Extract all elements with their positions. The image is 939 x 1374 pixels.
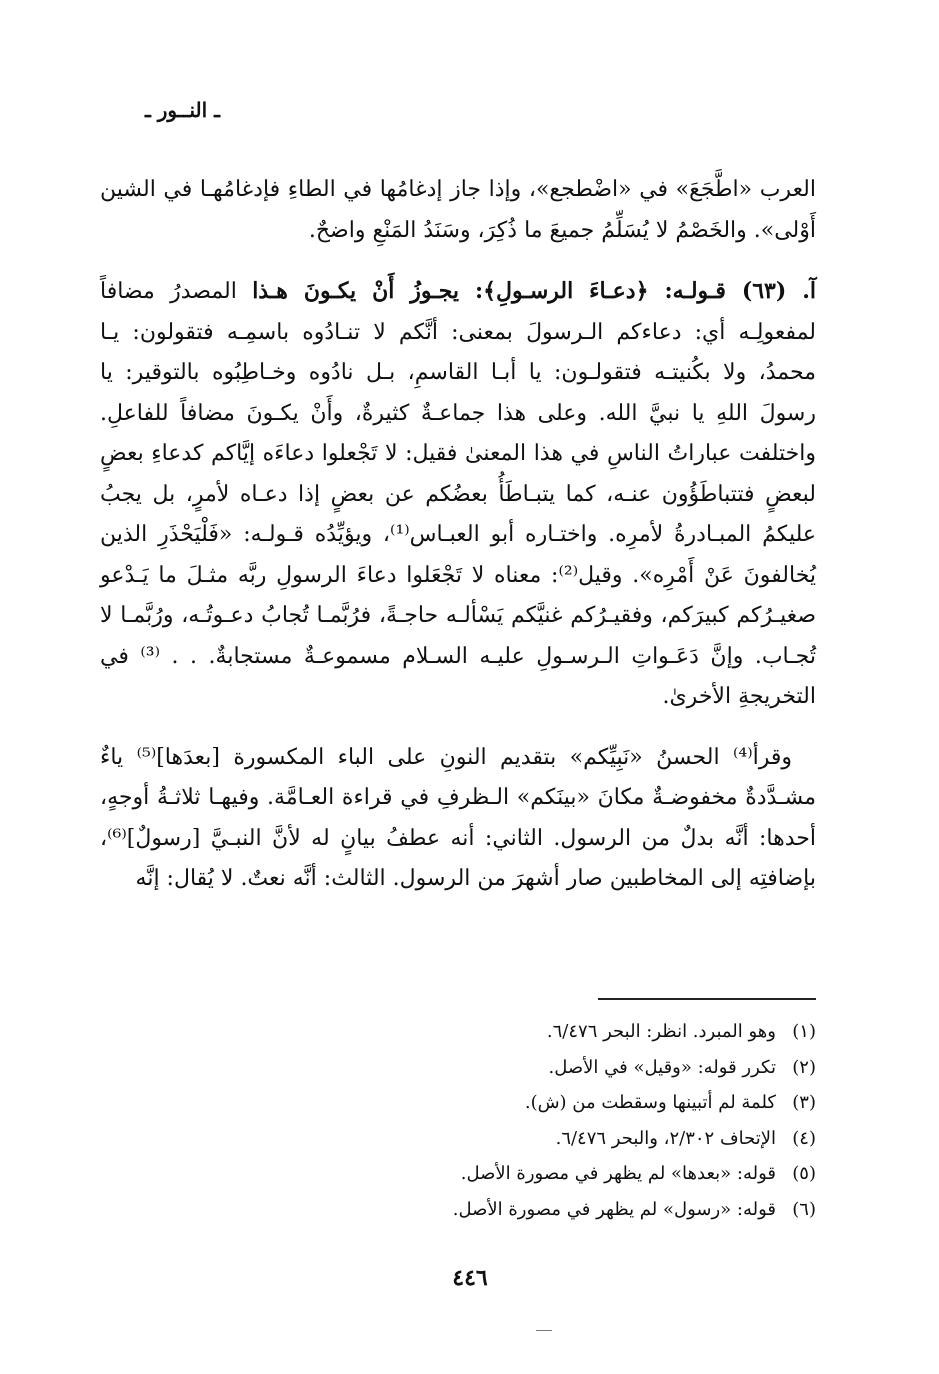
footnote-text: الإتحاف ٢/٣٠٢، والبحر ٦/٤٧٦. <box>555 1127 776 1149</box>
footnote-3 <box>396 1085 816 1121</box>
footnotes-list <box>396 1014 816 1227</box>
footnote-4 <box>396 1121 816 1157</box>
footnote-text: كلمة لم أتبينها وسقطت من (ش). <box>524 1092 776 1113</box>
paragraph-2-body: المصدرُ مضافاً لمفعولِـه أي: دعاءكم الـرسولَ بمعنى: أنَّكم لا تنـادُوه باسمِـه فتقولون: يـا محمدُ، ولا بكُنيتـه فتقولـون: يا أبـا القاسمِ، بـل نادُوه وخـاطِبُوه بالتوقير: يا رسولَ اللهِ يا نبيَّ الله. وعلى هذا جماعـةٌ كثيرةٌ، وأَنْ يكـونَ مضافاً للفاعلِ. واختلفت عباراتُ الناسِ في هذا المعنىٰ فقيل: لا تَجْعلوا دعاءَه إيَّاكم كدعاءِ بعضٍ لبعضٍ فتتباطَؤُون عنـه، كما يتبـاطَأُ بعضُكم عن بعضٍ إذا دعـاه لأمرٍ، بل يجبُ عليكمُ المبـادرةُ لأمرِه. واختـاره أبو العبـاس⁽¹⁾، ويؤيِّدُه قـولـه: «فَلْيَحْذَرِ الذين يُخالفونَ عَنْ أَمْرِه». وقيل⁽²⁾: معناه لا تَجْعَلوا دعاءَ الرسولِ ربَّه مثـلَ ما يَـدْعو صغيـرُكم كبيرَكم، وفقيـرُكم غنيَّكم يَسْألـه حاجـةً، فرُبَّمـا تُجابُ دعـوتُـه، ورُبَّمـا لا تُجـاب. وإنَّ دَعَـواتِ الـرسـولِ عليـه السـلام مسموعـةٌ مستجابةٌ. . . ⁽³⁾ في التخريجةِ الأخرىٰ. <box>100 279 817 709</box>
footnote-1 <box>396 1014 816 1050</box>
main-text <box>100 170 816 900</box>
footnote-text: وهو المبرد. انظر: البحر ٦/٤٧٦. <box>546 1021 776 1042</box>
paragraph-3: وقرأ⁽⁴⁾ الحسنُ «نَبِيِّكم» بتقديم النونِ على الباء المكسورة [بعدَها]⁽⁵⁾ ياءٌ مشـدَّدةٌ مخفوضـةٌ مكانَ «بينَكم» الـظرفِ في قراءة العـامَّة. وفيهـا ثلاثـةُ أوجهٍ، أحدها: أنَّه بدلٌ من الرسول. الثاني: أنه عطفُ بيانٍ له لأنَّ النبـيَّ [رسولٌ]⁽⁶⁾، بإضافتِه إلى المخاطبين صار أشهرَ من الرسول. الثالث: أنَّه نعتٌ. لا يُقال: إنَّه <box>100 744 816 891</box>
section-heading: آ. (٦٣) قـولـه: ﴿دعـاءَ الرسـولِ﴾: يجـوزُ أَنْ يكـونَ هـذا <box>252 278 817 304</box>
page-number: ٤٤٦ <box>452 1265 488 1291</box>
footnote-divider <box>598 998 816 1000</box>
footnote-text: قوله: «بعدها» لم يظهر في مصورة الأصل. <box>460 1163 776 1184</box>
running-header: ـ النــور ـ <box>144 98 220 122</box>
footnote-number: (٢) <box>792 1056 816 1078</box>
footnote-number: (٤) <box>792 1127 816 1149</box>
scan-mark <box>536 1330 552 1331</box>
footnote-text: قوله: «رسول» لم يظهر في مصورة الأصل. <box>452 1198 776 1220</box>
footnote-number: (٦) <box>792 1198 816 1220</box>
footnote-number: (١) <box>792 1021 816 1042</box>
footnote-5 <box>396 1156 816 1192</box>
footnote-number: (٥) <box>792 1163 816 1184</box>
footnote-number: (٣) <box>792 1092 816 1113</box>
paragraph-1: العرب «اطَّجَعَ» في «اضْطجع»، وإذا جاز إدغامُها في الطاءِ فإدغامُهـا في الشين أَوْلى». والخَصْمُ لا يُسَلِّمُ جميعَ ما ذُكِرَ، وسَنَدُ المَنْعِ واضحٌ. <box>100 177 816 243</box>
footnote-2 <box>396 1050 816 1086</box>
footnote-6 <box>396 1192 816 1228</box>
footnote-text: تكرر قوله: «وقيل» في الأصل. <box>548 1056 776 1078</box>
paragraph-2 <box>100 271 816 718</box>
